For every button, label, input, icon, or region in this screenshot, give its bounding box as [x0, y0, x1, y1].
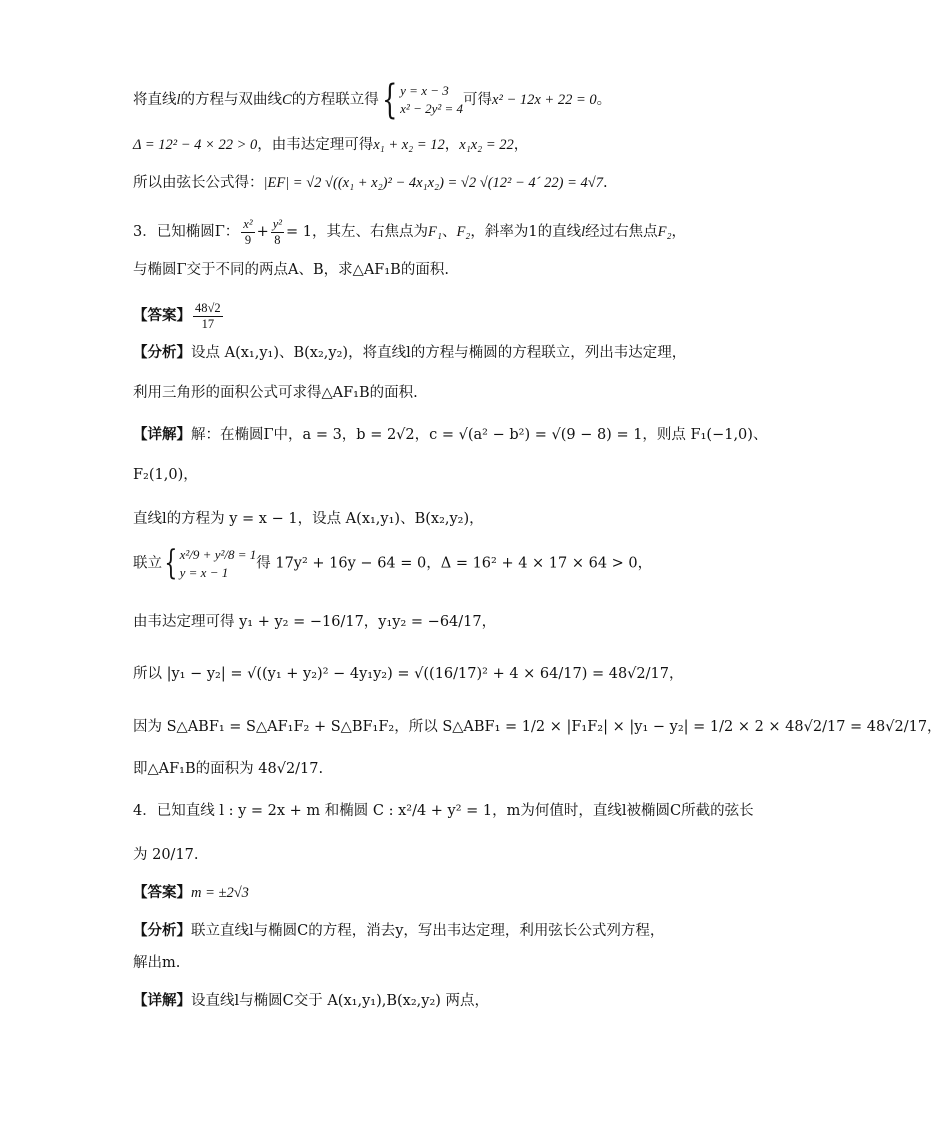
detail-3-line-5: 由韦达定理可得 y₁ + y₂ = −16/17，y₁y₂ = −64/17，	[133, 614, 497, 630]
paragraph-joint-equation: 将直线l的方程与双曲线C的方程联立得{ y = x − 3 x² − 2y² = 4 可得x² − 12x + 22 = 0。	[133, 77, 612, 123]
detail-3-line-4: 联立{ x²/9 + y²/8 = 1 y = x − 1 得 17y² + 16y − 64 = 0，Δ = 16² + 4 × 17 × 64 > 0，	[133, 543, 653, 584]
question-3-line-1: 3．已知椭圆Γ： $\frac{\text{x²}}{9}$ + $\frac{\text{y²}}{8}$ = 1，其左、右焦点为F₁、F₂，斜率为1的直线l经过右焦点F₂，	[133, 217, 687, 247]
brace-icon: {	[381, 77, 398, 123]
question-4-line-2: 为 20/17.	[133, 847, 199, 863]
answer-3: 【答案】 $\frac{48√2}{17}$	[133, 301, 221, 331]
answer-4: 【答案】m = ±2√3	[133, 884, 249, 901]
question-3-line-2: 与椭圆Γ交于不同的两点A、B，求△AF₁B的面积.	[133, 262, 449, 278]
paragraph-chord-length: 所以由弦长公式得：|EF| = √2 √((x₁ + x₂)² − 4x₁x₂) = √2 √(12² − 4´ 22) = 4√7.	[133, 175, 608, 191]
analysis-3-line-1: 【分析】设点 A(x₁,y₁)、B(x₂,y₂)，将直线l的方程与椭圆的方程联立，列出韦达定理，	[133, 344, 687, 361]
analysis-4-line-1: 【分析】联立直线l与椭圆C的方程，消去y，写出韦达定理，利用弦长公式列方程，	[133, 922, 665, 939]
detail-3-line-2: F₂(1,0)，	[133, 467, 198, 483]
detail-4-line-1: 【详解】设直线l与椭圆C交于 A(x₁,y₁),B(x₂,y₂) 两点，	[133, 992, 490, 1009]
answer-3-fraction: $\frac{48√2}{17}$	[195, 301, 221, 331]
brace-icon: {	[164, 543, 178, 584]
analysis-3-line-2: 利用三角形的面积公式可求得△AF₁B的面积.	[133, 385, 418, 401]
detail-3-line-7: 因为 S△ABF₁ = S△AF₁F₂ + S△BF₁F₂，所以 S△ABF₁ = 1/2 × |F₁F₂| × |y₁ − y₂| = 1/2 × 2 × 48√2/17 = 48√2/17，	[133, 719, 942, 735]
detail-3-line-3: 直线l的方程为 y = x − 1，设点 A(x₁,y₁)、B(x₂,y₂)，	[133, 511, 484, 527]
paragraph-discriminant: Δ = 12² − 4 × 22 > 0，由韦达定理可得x₁ + x₂ = 12，x₁x₂ = 22，	[133, 137, 529, 153]
detail-3-line-6: 所以 |y₁ − y₂| = √((y₁ + y₂)² − 4y₁y₂) = √((16/17)² + 4 × 64/17) = 48√2/17，	[133, 666, 684, 682]
detail-3-line-1: 【详解】解：在椭圆Γ中，a = 3，b = 2√2，c = √(a² − b²) = √(9 − 8) = 1，则点 F₁(−1,0)、	[133, 426, 768, 443]
detail-3-line-8: 即△AF₁B的面积为 48√2/17.	[133, 761, 324, 777]
equation-system: y = x − 3 x² − 2y² = 4	[400, 83, 464, 116]
analysis-4-line-2: 解出m.	[133, 955, 181, 971]
question-4-line-1: 4．已知直线 l : y = 2x + m 和椭圆 C : x²/4 + y² = 1，m为何值时，直线l被椭圆C所截的弦长	[133, 803, 754, 819]
equation-system: x²/9 + y²/8 = 1 y = x − 1	[179, 547, 257, 580]
